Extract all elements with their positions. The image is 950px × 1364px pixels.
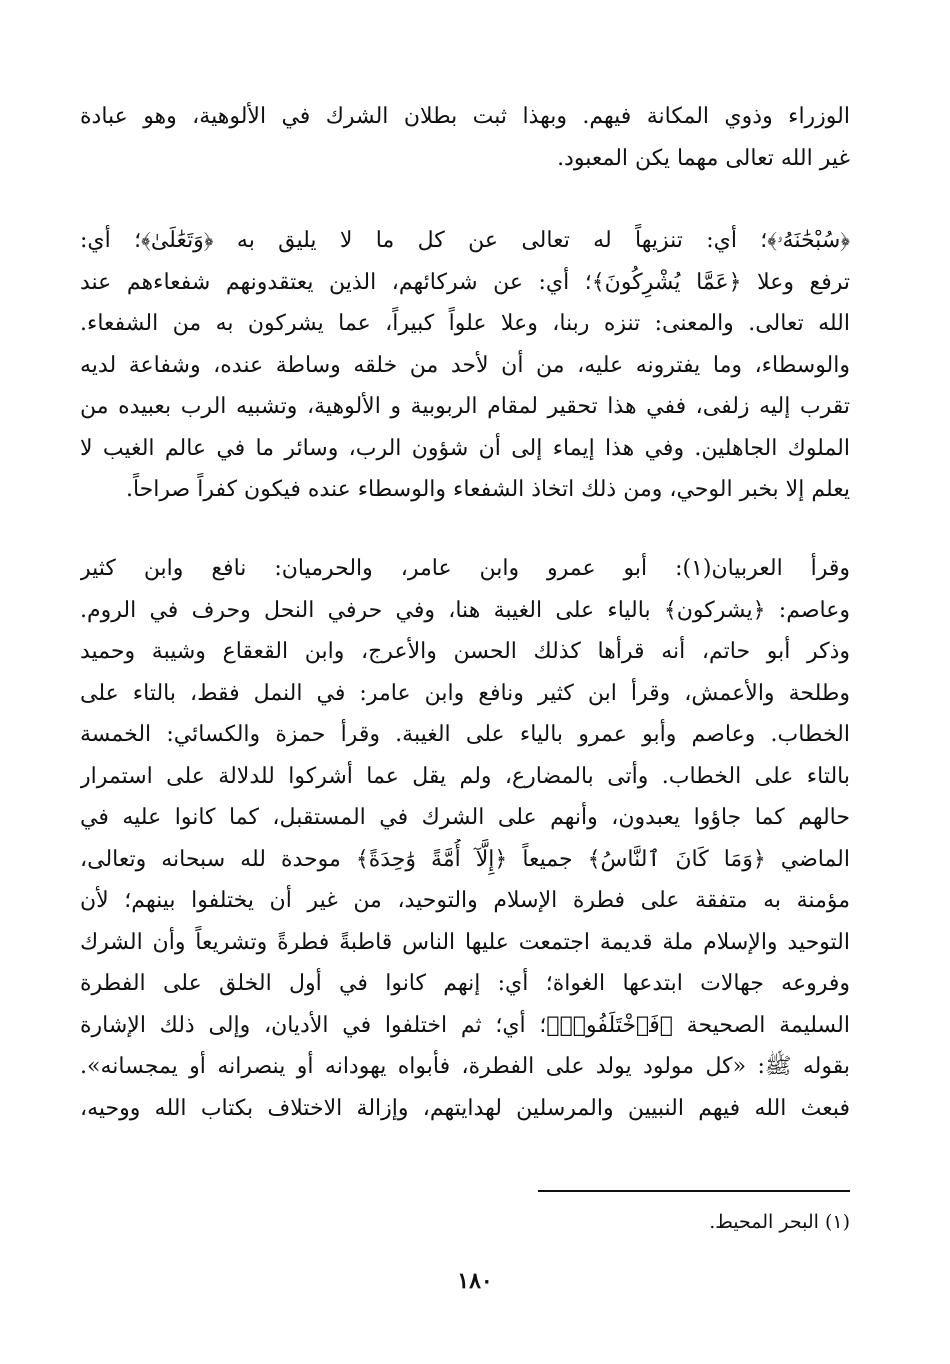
- text-line: وطلحة والأعمش، وقرأ ابن كثير ونافع وابن عامر: في النمل فقط، بالتاء على: [80, 680, 850, 706]
- text-line: الماضي ﴿وَمَا كَانَ ٱلنَّاسُ﴾ جميعاً ﴿إِلَّآ أُمَّةً وَٰحِدَةً﴾ موحدة لله سبحانه وتعالى،: [80, 846, 850, 872]
- text-line: الخطاب. وعاصم وأبو عمرو بالياء على الغيبة. وقرأ حمزة والكسائي: الخمسة: [80, 722, 850, 747]
- text-line: مؤمنة به متفقة على فطرة الإسلام والتوحيد، من غير أن يختلفوا بينهم؛ لأن: [80, 888, 850, 913]
- text-line: الملوك الجاهلين. وفي هذا إيماء إلى أن شؤون الرب، وسائر ما في عالم الغيب لا: [80, 435, 850, 461]
- text-line: وقرأ العربيان(١): أبو عمرو وابن عامر، والحرميان: نافع وابن كثير: [80, 556, 850, 581]
- paragraph-1: [80, 96, 850, 179]
- paragraph-2: [80, 220, 850, 511]
- text-line: غير الله تعالى مهما يكن المعبود.: [557, 145, 850, 171]
- footnote: (١) البحر المحيط.: [709, 1211, 850, 1233]
- text-line: ترفع وعلا ﴿عَمَّا يُشْرِكُونَ﴾؛ أي: عن شركائهم، الذين يعتقدونهم شفعاءهم عند: [80, 269, 850, 295]
- text-line: تقرب إليه زلفى، ففي هذا تحقير لمقام الربوبية و الألوهية، وتشبيه الرب بعبيده من: [80, 394, 850, 419]
- text-line: التوحيد والإسلام ملة قديمة اجتمعت عليها الناس قاطبةً فطرةً وتشريعاً وأن الشرك: [80, 929, 850, 955]
- text-line: وعاصم: ﴿يشركون﴾ بالياء على الغيبة هنا، وفي حرفي النحل وحرف في الروم.: [80, 597, 850, 623]
- text-line: ﴿سُبْحَٰنَهُۥ﴾؛ أي: تنزيهاً له تعالى عن كل ما لا يليق به ﴿وَتَعَٰلَىٰ﴾؛ أي:: [80, 228, 850, 253]
- footnote-divider: [538, 1190, 850, 1192]
- page-number: ١٨٠: [457, 1268, 493, 1294]
- text-line: يعلم إلا بخبر الوحي، ومن ذلك اتخاذ الشفعاء والوسطاء عنده فيكون كفراً صراحاً.: [125, 477, 850, 502]
- text-line: الله تعالى. والمعنى: تنزه ربنا، وعلا علواً كبيراً، عما يشركون به من الشفعاء.: [80, 311, 850, 336]
- text-line: حالهم كما جاؤوا يعبدون، وأنهم على الشرك في المستقبل، كما كانوا عليه في: [80, 805, 850, 830]
- text-line: وذكر أبو حاتم، أنه قرأها كذلك الحسن والأعرج، وابن القعقاع وشيبة وحميد: [80, 639, 850, 664]
- paragraph-3: [80, 548, 850, 1129]
- text-line: الوزراء وذوي المكانة فيهم. وبهذا ثبت بطلان الشرك في الألوهية، وهو عبادة: [80, 104, 850, 129]
- text-line: بالتاء على الخطاب. وأتى بالمضارع، ولم يقل عما أشركوا للدلالة على استمرار: [80, 763, 850, 789]
- text-line: وفروعه جهالات ابتدعها الغواة؛ أي: إنهم كانوا في أول الخلق على الفطرة: [80, 971, 850, 996]
- text-line: فبعث الله فيهم النبيين والمرسلين لهدايتهم، وإزالة الاختلاف بكتاب الله ووحيه،: [80, 1095, 850, 1121]
- text-line: السليمة الصحيحة ﴿فَٱخْتَلَفُوا۟﴾؛ أي؛ ثم اختلفوا في الأديان، وإلى ذلك الإشارة: [80, 1012, 850, 1038]
- text-line: والوسطاء، وما يفترونه عليه، من أن لأحد من خلقه وساطة عنده، وشفاعة لديه: [80, 352, 850, 378]
- text-line: بقوله ﷺ: «كل مولود يولد على الفطرة، فأبواه يهودانه أو ينصرانه أو يمجسانه».: [80, 1054, 850, 1079]
